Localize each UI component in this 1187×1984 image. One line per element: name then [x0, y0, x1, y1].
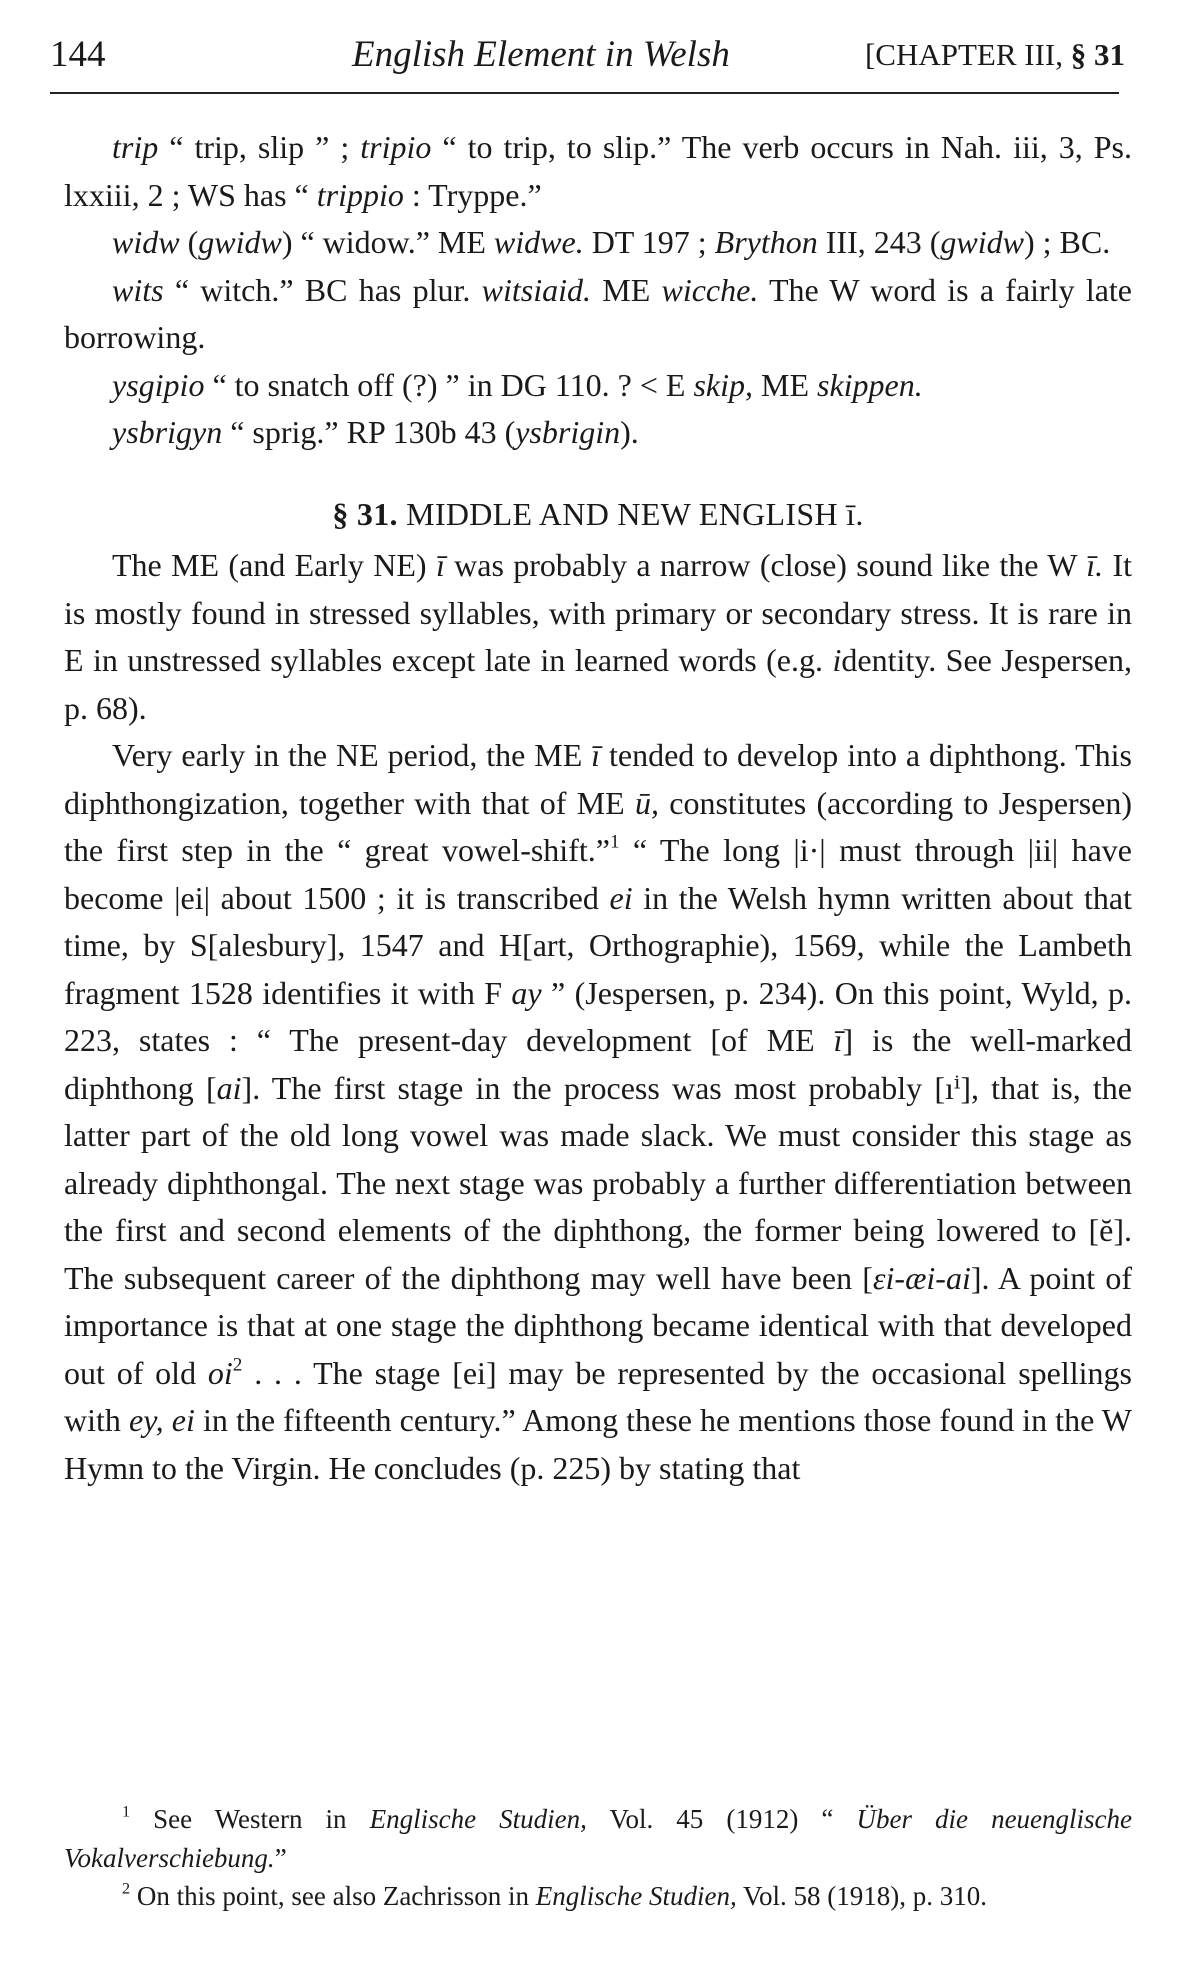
headword: witsiaid.	[481, 271, 591, 308]
section-heading	[64, 491, 1132, 539]
main-text	[64, 124, 1132, 1492]
gloss: DT 197 ;	[583, 224, 715, 260]
text-run: On this point, see also Zachrisson in	[130, 1881, 536, 1911]
text-run: in the fifteenth century.” Among these he mentions those found in the W Hymn to the Virgin. He concludes (p. 225) by stating that	[64, 1402, 1133, 1486]
chapter-prefix: [CHAPTER III,	[864, 37, 1071, 72]
text-run: ”	[274, 1842, 287, 1873]
text-run: was probably a narrow (close) sound like the W	[444, 547, 1087, 583]
italic-run: ay	[511, 974, 542, 1011]
running-title: English Element in Welsh	[352, 34, 730, 75]
headword: gwidw	[198, 224, 282, 260]
entry-ysbrigyn	[64, 409, 1132, 457]
text-run: Vol. 58 (1918), p. 310.	[736, 1881, 988, 1911]
text-run: “ The long |i·| must through |ii| have become |ei| about 1500 ; it is transcribed	[64, 832, 1133, 916]
footnotes	[64, 1800, 1132, 1916]
text-run: See Western in	[130, 1804, 370, 1834]
footnote-mark: 2	[122, 1879, 131, 1898]
paragraph-2	[64, 732, 1132, 1492]
italic-run: Über die neuenglische Vokalverschiebung.	[64, 1804, 1133, 1873]
headword: skippen.	[817, 366, 923, 403]
italic-run: ī	[435, 547, 445, 583]
running-header	[50, 30, 1125, 80]
gloss: ME	[753, 366, 817, 403]
footnote-mark: 1	[122, 1802, 131, 1821]
italic-run: i	[832, 642, 842, 678]
text-run: in the Welsh hymn written about that time, by S[alesbury], 1547 and H[art, Orthographie), 1569, while the Lambeth fragment 1528 identifies it with F	[64, 879, 1133, 1011]
italic-run: Englische Studien,	[369, 1804, 587, 1834]
text-run: ” (Jespersen, p. 234). On this point, Wyld, p. 223, states : “ The present-day development [of ME	[64, 974, 1133, 1058]
text-run: tended to develop into a diphthong. This diphthongization, together with that of ME	[64, 737, 1133, 821]
headword: wicche.	[661, 271, 759, 308]
headword: trip	[112, 129, 159, 165]
italic-run: oi	[207, 1354, 233, 1391]
text-run: ] is the well-marked diphthong [	[64, 1022, 1133, 1106]
page-number: 144	[50, 34, 106, 75]
entry-widw	[64, 219, 1132, 267]
headword: gwidw	[940, 224, 1024, 260]
gloss: “ sprig.” RP 130b 43 (	[222, 414, 516, 450]
paragraph-1	[64, 542, 1132, 732]
headword: ysbrigyn	[112, 414, 223, 450]
headword: ysbrigin	[515, 414, 621, 450]
chapter-reference	[865, 30, 1125, 80]
italic-run: ī.	[1086, 547, 1104, 583]
text-run: It is mostly found in stressed syllables, with primary or secondary stress. It is rare in E in unstressed syllables except late in learned words (e.g.	[64, 547, 1133, 678]
chapter-section: § 31	[1070, 37, 1125, 72]
italic-run: ey, ei	[129, 1402, 195, 1438]
text-run: The ME (and Early NE)	[112, 547, 436, 583]
entry-ysgipio	[64, 362, 1132, 410]
gloss: : Tryppe.”	[403, 176, 542, 213]
headword: ysgipio	[112, 366, 205, 403]
headword: trippio	[316, 176, 404, 213]
italic-run: ī	[591, 737, 601, 773]
text-run: ]. A point of importance is that at one stage the diphthong became identical with that developed out of old	[64, 1259, 1133, 1391]
gloss: ).	[620, 414, 639, 450]
gloss: “ witch.” BC has plur.	[163, 271, 482, 308]
footnote-ref-1: 1	[609, 831, 620, 853]
headword: widw	[112, 224, 180, 260]
gloss: ME	[591, 271, 662, 308]
gloss: (	[179, 224, 199, 260]
text-run: . . . The stage [ei] may be represented by the occasional spellings with	[64, 1354, 1133, 1438]
headword: wits	[112, 271, 164, 308]
footnote-1	[64, 1800, 1132, 1877]
italic-run: ai	[216, 1069, 242, 1106]
italic-run: ī	[833, 1022, 843, 1058]
italic-run: ū,	[634, 784, 659, 821]
footnote-2	[64, 1877, 1132, 1916]
gloss: III, 243 (	[817, 224, 941, 260]
italic-run: εi-æi-ai	[872, 1259, 971, 1296]
headword: widwe.	[493, 224, 584, 260]
gloss: “ to snatch off (?) ” in DG 110. ? < E	[204, 366, 694, 403]
gloss: “ trip, slip ” ;	[158, 129, 361, 165]
headword: skip,	[693, 366, 753, 403]
text-run: constitutes (according to Jespersen) the first step in the “ great vowel-shift.”	[64, 784, 1133, 868]
headword: tripio	[360, 129, 432, 165]
text-run: Very early in the NE period, the ME	[112, 737, 592, 773]
italic-run: Englische Studien,	[535, 1881, 737, 1911]
source-title: Brython	[714, 224, 818, 260]
text-run: ]. The first stage in the process was most probably [ıⁱ], that is, the latter part of the old long vowel was made slack. We must consider this stage as already diphthongal. The next stage was probably a further differentiation between the first and second elements of the diphthong, the former being lowered to [ĕ]. The subsequent career of the diphthong may well have been [	[64, 1069, 1133, 1296]
text-run: Vol. 45 (1912) “	[586, 1804, 857, 1834]
gloss: ) “ widow.” ME	[281, 224, 494, 260]
section-title: MIDDLE AND NEW ENGLISH ī.	[397, 495, 864, 532]
entry-trip	[64, 124, 1132, 219]
gloss: “ to trip, to slip.” The verb occurs in Nah. iii, 3, Ps. lxxiii, 2 ; WS has “	[64, 129, 1133, 213]
italic-run: ei	[609, 879, 633, 916]
header-rule	[50, 92, 1119, 94]
gloss: ) ; BC.	[1023, 224, 1111, 260]
text-run: dentity. See Jespersen, p. 68).	[64, 642, 1133, 726]
entry-wits	[64, 267, 1132, 362]
section-number: § 31.	[332, 495, 398, 532]
footnote-ref-2: 2	[232, 1354, 243, 1376]
gloss: The W word is a fairly late borrowing.	[64, 271, 1133, 355]
